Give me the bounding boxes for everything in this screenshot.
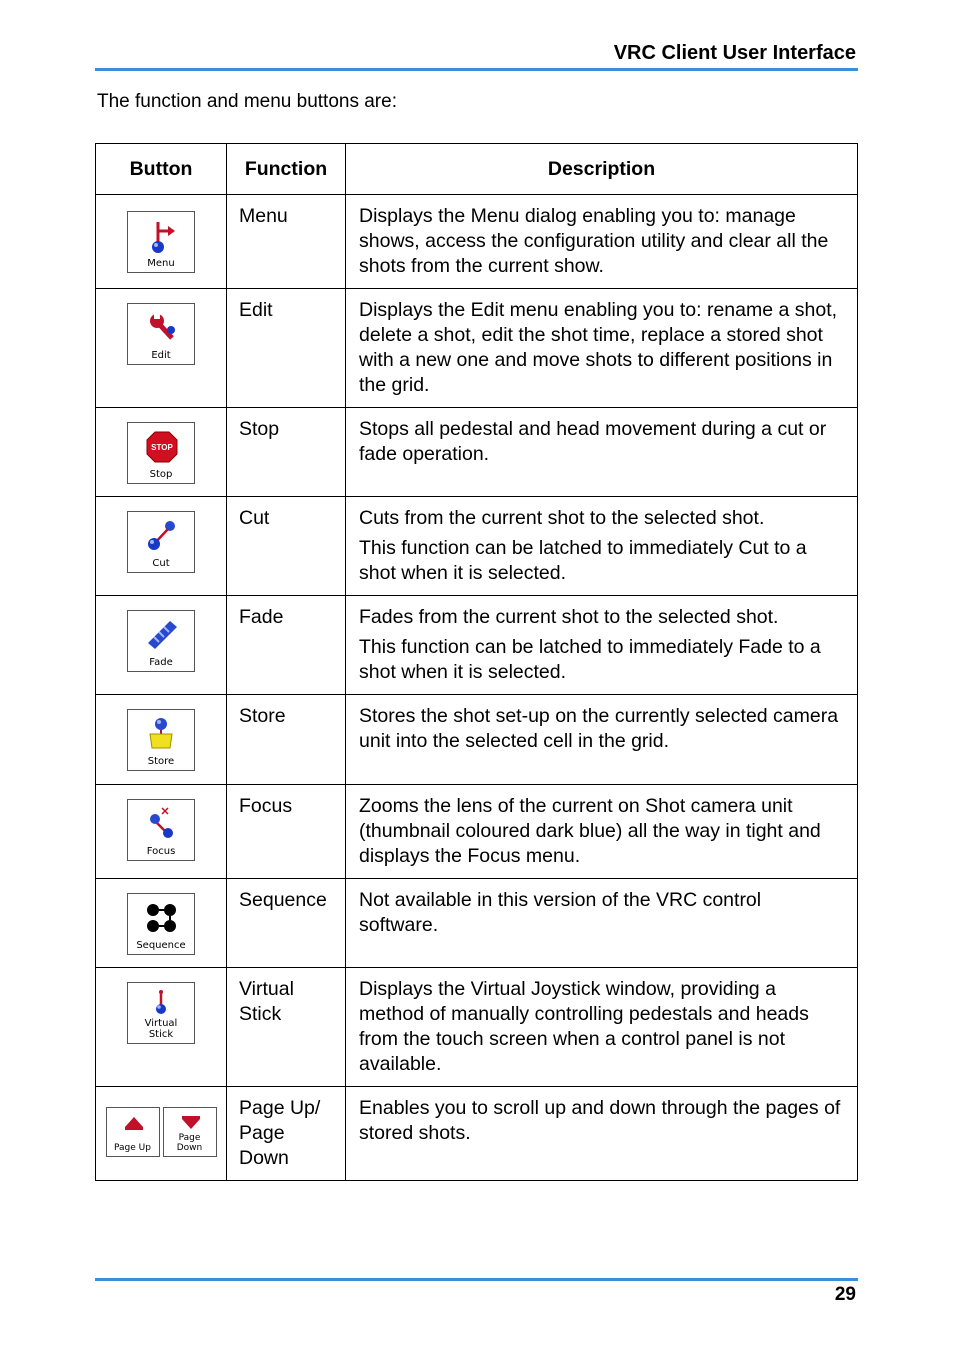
cut-button — [127, 511, 195, 573]
function-description — [346, 497, 858, 596]
page-down-button — [163, 1107, 217, 1157]
page-up-button — [106, 1107, 160, 1157]
store-icon — [144, 716, 180, 752]
table-row — [96, 596, 858, 695]
table-row — [96, 497, 858, 596]
stop-button-caption: Stop — [149, 469, 173, 480]
table-row — [96, 968, 858, 1087]
table-row — [96, 695, 858, 785]
virtual-stick-icon — [144, 989, 180, 1019]
fade-button — [127, 610, 195, 672]
button-cell — [96, 408, 227, 497]
function-description — [346, 408, 858, 497]
page-number: 29 — [834, 1284, 856, 1305]
function-description — [346, 785, 858, 879]
function-name: Menu — [227, 195, 346, 289]
description-text: Enables you to scroll up and down through the pages of stored shots. — [359, 1097, 841, 1144]
page-down-caption: Page Down — [176, 1133, 203, 1153]
function-description — [346, 968, 858, 1087]
function-name: Sequence — [227, 879, 346, 968]
function-name: Focus — [227, 785, 346, 879]
table-row — [96, 408, 858, 497]
virtual-stick-button — [127, 982, 195, 1044]
header-rule — [95, 68, 858, 71]
function-description — [346, 879, 858, 968]
function-description — [346, 1087, 858, 1181]
svg-text:STOP: STOP — [151, 443, 173, 452]
focus-button-caption: Focus — [146, 846, 176, 857]
cut-button-caption: Cut — [152, 558, 170, 569]
store-button — [127, 709, 195, 771]
menu-icon — [144, 218, 180, 256]
fade-icon — [144, 617, 180, 653]
description-text: Zooms the lens of the current on Shot camera unit (thumbnail coloured dark blue) all the way in tight and displays the Focus menu. — [359, 795, 821, 867]
sequence-icon — [144, 900, 180, 936]
page-up-caption: Page Up — [114, 1143, 151, 1153]
function-name: Virtual Stick — [227, 968, 346, 1087]
description-text: Displays the Virtual Joystick window, providing a method of manually controlling pedestals and heads from the touch screen when a control panel is not available. — [359, 978, 809, 1075]
column-header-description: Description — [346, 144, 858, 195]
description-text: Stops all pedestal and head movement during a cut or fade operation. — [359, 418, 827, 465]
function-name: Cut — [227, 497, 346, 596]
column-header-function: Function — [227, 144, 346, 195]
edit-button-caption: Edit — [151, 350, 171, 361]
function-description — [346, 695, 858, 785]
description-text: Displays the Edit menu enabling you to: rename a shot, delete a shot, edit the shot time, replace a stored shot with a new one and move shots to different positions in the grid. — [359, 299, 838, 396]
table-row — [96, 195, 858, 289]
stop-button — [127, 422, 195, 484]
description-text: Stores the shot set-up on the currently selected camera unit into the selected cell in the grid. — [359, 705, 839, 752]
cut-icon — [144, 518, 180, 554]
description-text: This function can be latched to immediately Cut to a shot when it is selected. — [359, 537, 807, 584]
button-cell — [96, 497, 227, 596]
description-text: This function can be latched to immediately Fade to a shot when it is selected. — [359, 636, 821, 683]
page-up-icon — [123, 1114, 145, 1136]
focus-icon — [144, 806, 180, 842]
sequence-button — [127, 893, 195, 955]
function-name: Store — [227, 695, 346, 785]
button-cell — [96, 695, 227, 785]
function-description — [346, 596, 858, 695]
edit-icon — [144, 310, 180, 348]
button-cell — [96, 1087, 227, 1181]
page-down-icon — [180, 1114, 202, 1134]
button-cell — [96, 195, 227, 289]
page-buttons — [96, 1107, 226, 1157]
function-name: Fade — [227, 596, 346, 695]
button-cell — [96, 879, 227, 968]
description-text: Cuts from the current shot to the selected shot. — [359, 507, 765, 529]
description-text: Displays the Menu dialog enabling you to: manage shows, access the configuration utility and clear all the shots from the current show. — [359, 205, 829, 277]
footer-rule — [95, 1278, 858, 1281]
table-row — [96, 289, 858, 408]
fade-button-caption: Fade — [149, 657, 173, 668]
function-description — [346, 195, 858, 289]
table-row — [96, 1087, 858, 1181]
virtual-stick-button-caption: Virtual Stick — [144, 1018, 178, 1040]
table-row — [96, 879, 858, 968]
function-name: Page Up/ Page Down — [227, 1087, 346, 1181]
function-name: Edit — [227, 289, 346, 408]
menu-button-caption: Menu — [147, 258, 175, 269]
button-cell — [96, 289, 227, 408]
function-table — [95, 143, 858, 1181]
column-header-button: Button — [96, 144, 227, 195]
description-text: Fades from the current shot to the selected shot. — [359, 606, 779, 628]
function-description — [346, 289, 858, 408]
stop-icon — [144, 429, 180, 465]
description-text: Not available in this version of the VRC control software. — [359, 889, 762, 936]
store-button-caption: Store — [147, 756, 175, 767]
edit-button — [127, 303, 195, 365]
table-header-row — [96, 144, 858, 195]
button-cell — [96, 968, 227, 1087]
function-name: Stop — [227, 408, 346, 497]
table-row — [96, 785, 858, 879]
menu-button — [127, 211, 195, 273]
button-cell — [96, 785, 227, 879]
intro-text: The function and menu buttons are: — [97, 91, 397, 112]
button-cell — [96, 596, 227, 695]
sequence-button-caption: Sequence — [136, 940, 186, 951]
page-header-title: VRC Client User Interface — [613, 42, 856, 64]
focus-button — [127, 799, 195, 861]
